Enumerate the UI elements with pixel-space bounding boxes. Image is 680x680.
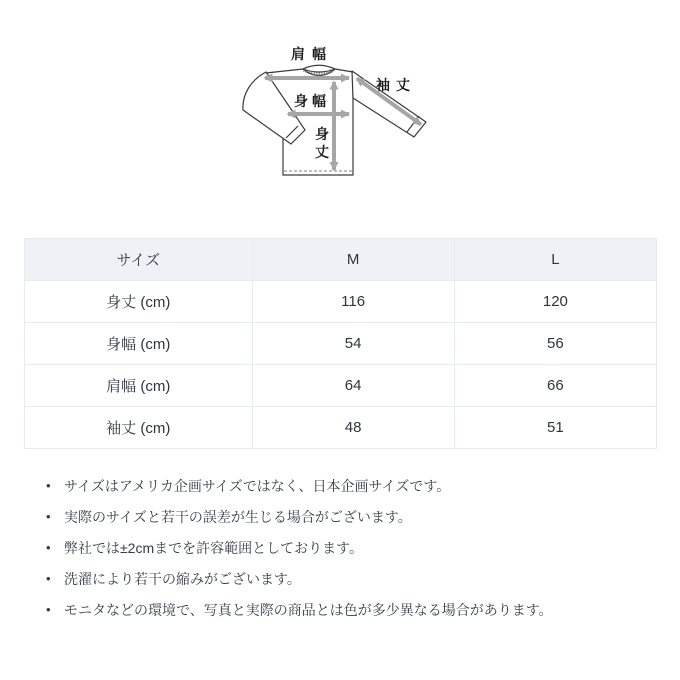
cell-l: 51 [454, 407, 656, 449]
table-row [25, 323, 657, 365]
body-width-label: 身幅 [294, 93, 330, 109]
table-row [25, 407, 657, 449]
cell-m: 54 [252, 323, 454, 365]
column-header-l: L [454, 239, 656, 281]
column-header-size: サイズ [25, 239, 253, 281]
column-header-m: M [252, 239, 454, 281]
row-label: 肩幅 (cm) [25, 365, 253, 407]
cell-l: 120 [454, 281, 656, 323]
note-item: • モニタなどの環境で、写真と実際の商品とは色が多少異なる場合があります。 [40, 600, 650, 620]
body-length-label-char-2: 丈 [315, 144, 329, 160]
note-item: • サイズはアメリカ企画サイズではなく、日本企画サイズです。 [40, 476, 650, 496]
cell-m: 48 [252, 407, 454, 449]
row-label: 身幅 (cm) [25, 323, 253, 365]
note-item: • 洗濯により若干の縮みがございます。 [40, 569, 650, 589]
sleeve-length-label: 袖丈 [376, 77, 416, 93]
table-row [25, 281, 657, 323]
table-header-row [25, 239, 657, 281]
cell-m: 116 [252, 281, 454, 323]
notes-list [40, 476, 650, 631]
cell-l: 66 [454, 365, 656, 407]
cell-m: 64 [252, 365, 454, 407]
note-item: • 弊社では±2cmまでを許容範囲としております。 [40, 538, 650, 558]
row-label: 身丈 (cm) [25, 281, 253, 323]
cell-l: 56 [454, 323, 656, 365]
shirt-measurement-diagram [218, 15, 468, 215]
row-label: 袖丈 (cm) [25, 407, 253, 449]
shoulder-width-label: 肩幅 [291, 46, 333, 62]
size-table [24, 238, 657, 449]
table-row [25, 365, 657, 407]
note-item: • 実際のサイズと若干の誤差が生じる場合がございます。 [40, 507, 650, 527]
body-length-label-char-1: 身 [315, 126, 329, 142]
